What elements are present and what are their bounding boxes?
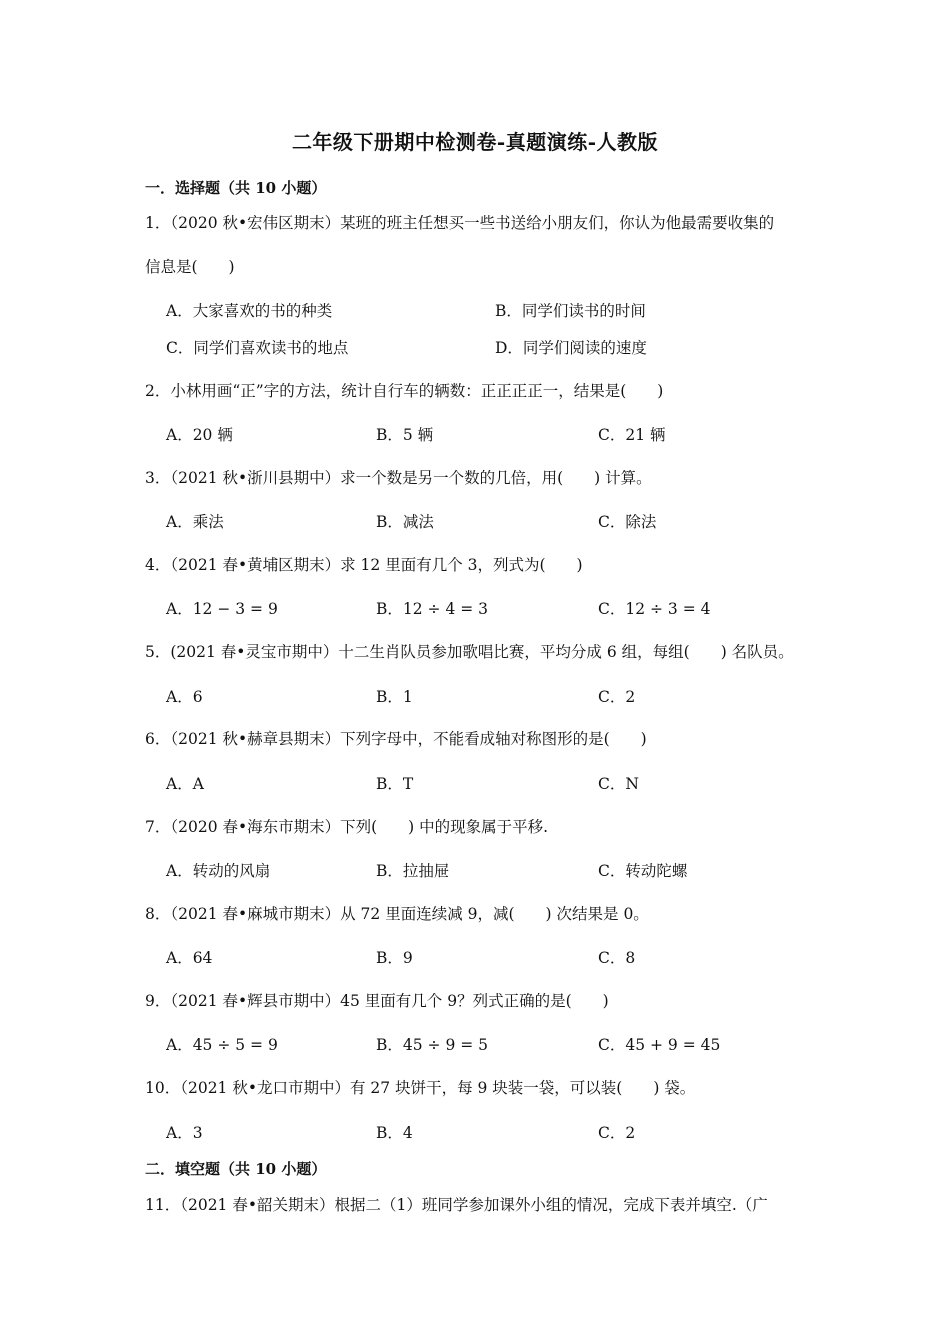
option-b: B．45 ÷ 9 = 5: [376, 1036, 489, 1054]
question-6-options: [166, 772, 866, 794]
question-2: 2．小林用画“正”字的方法，统计自行车的辆数：正正正正一，结果是( ): [145, 382, 664, 400]
question-4: 4．（2021 春•黄埔区期末）求 12 里面有几个 3，列式为( ): [145, 556, 583, 574]
option-b: B．5 辆: [376, 426, 434, 444]
option-c: C．45 + 9 = 45: [598, 1036, 721, 1054]
question-10-options: [166, 1121, 866, 1143]
option-b: B．4: [376, 1124, 413, 1142]
option-b: B．同学们读书的时间: [495, 302, 646, 320]
question-8: 8．（2021 春•麻城市期末）从 72 里面连续减 9，减( ) 次结果是 0。: [145, 905, 649, 923]
question-5: 5．(2021 春•灵宝市期中）十二生肖队员参加歌唱比赛，平均分成 6 组，每组( ) 名队员。: [145, 643, 794, 661]
question-4-options: [166, 597, 866, 619]
question-11: 11．（2021 春•韶关期末）根据二（1）班同学参加课外小组的情况，完成下表并填空.（广: [145, 1196, 768, 1214]
option-a: A．64: [166, 949, 213, 967]
question-9: 9．（2021 春•辉县市期中）45 里面有几个 9？列式正确的是( ): [145, 992, 609, 1010]
option-b: B．T: [376, 775, 414, 793]
option-b: B．9: [376, 949, 413, 967]
question-6: 6．（2021 秋•赫章县期末）下列字母中，不能看成轴对称图形的是( ): [145, 730, 647, 748]
option-b: B．减法: [376, 513, 434, 531]
option-a: A．6: [166, 688, 203, 706]
question-5-options: [166, 685, 866, 707]
question-1-options-row2: [166, 336, 866, 358]
question-8-options: [166, 946, 866, 968]
option-c: C．8: [598, 949, 636, 967]
option-c: C．转动陀螺: [598, 862, 688, 880]
option-a: A．转动的风扇: [166, 862, 271, 880]
option-b: B．1: [376, 688, 413, 706]
question-9-options: [166, 1033, 866, 1055]
option-a: A．12 − 3 = 9: [166, 600, 278, 618]
option-c: C．同学们喜欢读书的地点: [166, 339, 349, 357]
question-7: 7．（2020 春•海东市期末）下列( ) 中的现象属于平移.: [145, 818, 549, 836]
option-a: A．大家喜欢的书的种类: [166, 302, 333, 320]
question-10: 10．（2021 秋•龙口市期中）有 27 块饼干，每 9 块装一袋，可以装( ) 袋。: [145, 1079, 696, 1097]
option-c: C．12 ÷ 3 = 4: [598, 600, 711, 618]
question-1-line1: 1．（2020 秋•宏伟区期末）某班的班主任想买一些书送给小朋友们，你认为他最需要收集的: [145, 214, 775, 232]
question-7-options: [166, 859, 866, 881]
option-c: C．除法: [598, 513, 657, 531]
question-2-options: [166, 423, 866, 445]
option-a: A．A: [166, 775, 204, 793]
option-b: B．12 ÷ 4 = 3: [376, 600, 489, 618]
option-c: C．21 辆: [598, 426, 666, 444]
option-c: C．N: [598, 775, 639, 793]
question-3: 3．（2021 秋•浙川县期中）求一个数是另一个数的几倍，用( ) 计算。: [145, 469, 652, 487]
question-1-options: [166, 299, 866, 321]
option-a: A．45 ÷ 5 = 9: [166, 1036, 278, 1054]
option-a: A．20 辆: [166, 426, 233, 444]
option-a: A．乘法: [166, 513, 224, 531]
page-title: 二年级下册期中检测卷-真题演练-人教版: [291, 130, 659, 154]
section-heading-choice: 一．选择题（共 10 小题）: [145, 179, 327, 197]
section-heading-fill: 二．填空题（共 10 小题）: [145, 1160, 327, 1178]
option-c: C．2: [598, 688, 636, 706]
option-c: C．2: [598, 1124, 636, 1142]
option-b: B．拉抽屉: [376, 862, 450, 880]
question-3-options: [166, 510, 866, 532]
question-1-line2: 信息是( ): [145, 258, 235, 276]
option-d: D．同学们阅读的速度: [495, 339, 647, 357]
option-a: A．3: [166, 1124, 203, 1142]
